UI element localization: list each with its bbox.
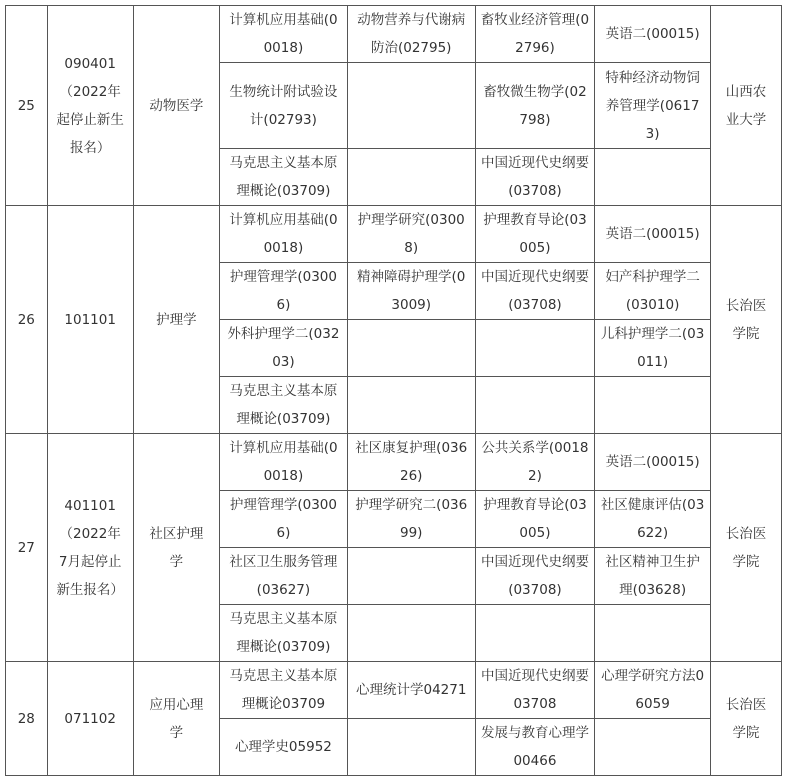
major-name: 应用心理学 — [133, 662, 219, 776]
row-number: 25 — [6, 6, 48, 206]
subject-cell: 动物营养与代谢病防治(02795) — [347, 6, 475, 63]
row-number: 27 — [6, 434, 48, 662]
subject-cell: 计算机应用基础(00018) — [220, 434, 348, 491]
subject-cell: 计算机应用基础(00018) — [220, 6, 348, 63]
subject-cell: 马克思主义基本原理概论(03709) — [220, 377, 348, 434]
subject-cell: 中国近现代史纲要(03708) — [475, 263, 595, 320]
row-number: 28 — [6, 662, 48, 776]
table-row — [6, 206, 782, 263]
subject-cell — [347, 377, 475, 434]
school-name: 长治医学院 — [710, 434, 781, 662]
subject-cell: 公共关系学(00182) — [475, 434, 595, 491]
subject-cell: 发展与教育心理学00466 — [475, 719, 595, 776]
subject-cell: 畜牧微生物学(02798) — [475, 63, 595, 149]
subject-cell — [347, 719, 475, 776]
subject-cell — [595, 149, 711, 206]
subject-cell — [347, 63, 475, 149]
subject-cell: 英语二(00015) — [595, 434, 711, 491]
subject-cell: 英语二(00015) — [595, 6, 711, 63]
school-name: 长治医学院 — [710, 206, 781, 434]
major-code: 401101（2022年7月起停止新生报名） — [47, 434, 133, 662]
major-name: 动物医学 — [133, 6, 219, 206]
major-code: 101101 — [47, 206, 133, 434]
major-code: 090401（2022年起停止新生报名） — [47, 6, 133, 206]
subject-cell: 社区健康评估(03622) — [595, 491, 711, 548]
subject-cell: 儿科护理学二(03011) — [595, 320, 711, 377]
subject-cell: 护理教育导论(03005) — [475, 491, 595, 548]
subject-cell: 畜牧业经济管理(02796) — [475, 6, 595, 63]
subject-cell: 护理教育导论(03005) — [475, 206, 595, 263]
school-name: 山西农业大学 — [710, 6, 781, 206]
subject-cell — [595, 719, 711, 776]
subject-cell: 心理学史05952 — [220, 719, 348, 776]
subject-cell: 马克思主义基本原理概论03709 — [220, 662, 348, 719]
subject-cell: 护理管理学(03006) — [220, 263, 348, 320]
subject-cell — [475, 377, 595, 434]
subject-cell: 英语二(00015) — [595, 206, 711, 263]
major-name: 护理学 — [133, 206, 219, 434]
subject-cell: 社区卫生服务管理(03627) — [220, 548, 348, 605]
subject-cell — [347, 548, 475, 605]
subject-cell: 护理管理学(03006) — [220, 491, 348, 548]
major-name: 社区护理学 — [133, 434, 219, 662]
subject-cell — [347, 320, 475, 377]
subject-cell: 护理学研究二(03699) — [347, 491, 475, 548]
subject-cell: 中国近现代史纲要(03708) — [475, 149, 595, 206]
subject-cell — [595, 377, 711, 434]
subject-cell — [347, 605, 475, 662]
subject-cell: 精神障碍护理学(03009) — [347, 263, 475, 320]
exam-schedule-table — [5, 5, 782, 776]
major-code: 071102 — [47, 662, 133, 776]
row-number: 26 — [6, 206, 48, 434]
subject-cell: 外科护理学二(03203) — [220, 320, 348, 377]
subject-cell: 心理学研究方法06059 — [595, 662, 711, 719]
table-row — [6, 6, 782, 63]
subject-cell: 心理统计学04271 — [347, 662, 475, 719]
subject-cell: 特种经济动物饲养管理学(06173) — [595, 63, 711, 149]
subject-cell: 计算机应用基础(00018) — [220, 206, 348, 263]
subject-cell: 妇产科护理学二(03010) — [595, 263, 711, 320]
subject-cell — [475, 320, 595, 377]
subject-cell: 社区康复护理(03626) — [347, 434, 475, 491]
subject-cell: 社区精神卫生护理(03628) — [595, 548, 711, 605]
subject-cell — [475, 605, 595, 662]
school-name: 长治医学院 — [710, 662, 781, 776]
table-row — [6, 662, 782, 719]
subject-cell: 中国近现代史纲要(03708) — [475, 548, 595, 605]
subject-cell: 中国近现代史纲要03708 — [475, 662, 595, 719]
subject-cell: 生物统计附试验设计(02793) — [220, 63, 348, 149]
table-row — [6, 434, 782, 491]
subject-cell: 护理学研究(03008) — [347, 206, 475, 263]
subject-cell — [347, 149, 475, 206]
subject-cell — [595, 605, 711, 662]
subject-cell: 马克思主义基本原理概论(03709) — [220, 605, 348, 662]
subject-cell: 马克思主义基本原理概论(03709) — [220, 149, 348, 206]
